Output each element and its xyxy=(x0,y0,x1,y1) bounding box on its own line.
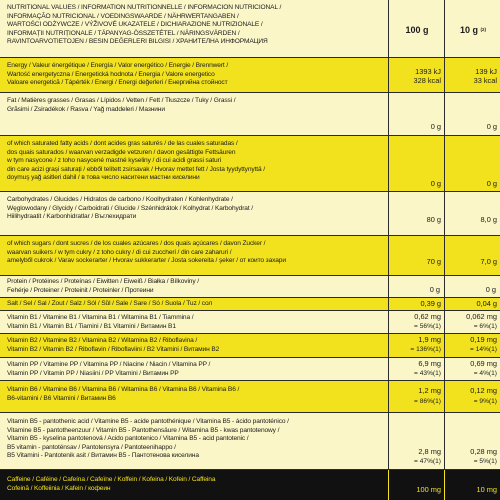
row-label: Vitamin B1 / Vitamine B1 / Vitamina B1 / Witamina B1 / Tiammina / Vitamin B1 / Vitamin B1 / Tiamini / B1 Vitamini / Витамин В1 xyxy=(7,314,194,330)
row-saturated-fat xyxy=(0,136,500,192)
header-line: INFORMAÇÃO NUTRICIONAL / VOEDINGSWAARDE / NÄHRWERTANGABEN / xyxy=(7,12,239,20)
col-100g-heading: 100 g xyxy=(405,25,429,35)
value-10g: 0 g xyxy=(444,136,500,191)
row-label: Vitamin B5 - pantothenic acid / Vitamine B5 - acide pantothénique / Vitamina B5 - ácido pantoténico / Vitamine B5 - pantotheenzuur / Vitamin B5 - Pantothensäure / Witamina B5 - kwas pantotenowy / Vitamin B5 - kyselina pantotenová / Acido pantotenico / Vitamina B5 - acid pantotenic / B5 vitamin - pantoténsav / Pantotensyra / Pantoteenihappo / B5 Vitamini - Pantotenik asit / Витамин В5 - Пантотенова киселина xyxy=(7,418,289,460)
value-100g: 1,9 mg = 136%(1) xyxy=(388,334,445,357)
row-label: Salt / Sel / Sal / Zout / Salz / Sól / Sůl / Sale / Sare / Só / Suola / Tuz / сол xyxy=(7,300,213,307)
value-100g: 80 g xyxy=(388,192,445,235)
header-col-100g xyxy=(388,0,445,57)
value-100g: 2,8 mg = 47%(1) xyxy=(388,413,445,469)
value-100g: 6,9 mg = 43%(1) xyxy=(388,358,445,380)
value-10g: 0,04 g xyxy=(444,298,500,310)
protein-values xyxy=(0,286,500,296)
row-label: Caffeine / Caféine / Cafeína / Cafeïne / Koffein / Kofeina / Kofein / Caffeina Cofeină / Koffeiinia / Kafein / кофеин xyxy=(7,476,216,492)
row-vitamin-b2 xyxy=(0,334,500,358)
protein-value-100g: 0 g xyxy=(429,285,440,294)
value-10g: 8,0 g xyxy=(444,192,500,235)
value-100g: 0 g xyxy=(388,136,445,191)
value-100g: 100 mg xyxy=(388,470,445,500)
row-label: Vitamin PP / Vitamine PP / Vitamina PP / Niacine / Niacin / Vitamina PP / Vitamin PP / Vitamin PP / Niasiini / PP Vitamini / Витамин РР xyxy=(7,361,211,377)
row-vitamin-b5 xyxy=(0,413,500,470)
header-line: INFORMAȚII NUTRIȚIONALE / TÁPANYAG-ÖSSZETÉTEL / NÄRINGSVÄRDEN / xyxy=(7,29,240,37)
row-energy xyxy=(0,58,500,93)
col-10g-heading: 10 g $^{(2)}$ xyxy=(459,25,487,35)
row-vitamin-b6 xyxy=(0,381,500,413)
nutrition-header xyxy=(0,0,500,58)
row-fat xyxy=(0,93,500,136)
value-10g: 139 kJ 33 kcal xyxy=(444,58,500,92)
value-10g: 10 mg xyxy=(444,470,500,500)
value-10g: 0,69 mg = 4%(1) xyxy=(444,358,500,380)
value-10g: 0 g xyxy=(444,93,500,135)
header-text xyxy=(7,4,385,47)
value-100g: 70 g xyxy=(388,236,445,275)
row-label: Carbohydrates / Glucides / Hidratos de carbono / Koolhydraten / Kohlenhydrate / Węglowodany / Glycidy / Carboidrati / Glucide / Szénhidrátok / Kolhydrat / Karbohydrat / Hiilihydraatit / Karbonhidratlar / Въглехидрати xyxy=(7,196,253,221)
row-vitamin-pp xyxy=(0,358,500,381)
value-10g: 0,28 mg = 5%(1) xyxy=(444,413,500,469)
value-10g: 0,19 mg = 14%(1) xyxy=(444,334,500,357)
row-label: Vitamin B2 / Vitamine B2 / Vitamina B2 / Witamina B2 / Riboflavina / Vitamin B2 / Vitamin B2 / Riboflavin / Riboflaviini / B2 Vitamini / Витамин В2 xyxy=(7,337,220,353)
value-10g: 7,0 g xyxy=(444,236,500,275)
header-line: NUTRITIONAL VALUES / INFORMATION NUTRITIONNELLE / INFORMACIÓN NUTRICIONAL / xyxy=(7,4,282,11)
row-label: Energy / Valeur énergétique / Energía / Valor energético / Energie / Brennwert / Wartość energetyczna / Energetická hodnota / Energia / Valore energetico Valoare energetică / Tápérték / Energi / Energi değerleri / Енергийна стойност xyxy=(7,62,229,87)
header-line: WARTOŚCI ODŻYWCZE / VÝŽIVOVÉ UKAZATELE / DICHIARAZIONE NUTRIZIONALE / xyxy=(7,21,263,29)
row-label: Vitamin B6 / Vitamine B6 / Vitamina B6 / Witamina B6 / Vitamina B6 / Vitamina B6 / B6-vitamini / B6 Vitamini / Витамин В6 xyxy=(7,386,240,402)
protein-value-10g: 0 g xyxy=(485,285,496,294)
value-100g: 0,62 mg = 56%(1) xyxy=(388,311,445,333)
row-vitamin-b1 xyxy=(0,311,500,334)
value-100g: 1,2 mg = 86%(1) xyxy=(388,381,445,412)
row-label: of which sugars / dont sucres / de los cuales azúcares / dos quais açúcares / davon Zucker / waarvan suikers / w tym cukry / z toho cukry / di cui zuccheri / din care zaharuri / amelyből cukrok / Varav sockerarter / Hvorav sukkerarter / Josta sokereita / şeker / от които захари xyxy=(7,240,286,265)
row-carbohydrates xyxy=(0,192,500,236)
value-100g: 0,39 g xyxy=(388,298,445,310)
value-100g: 1393 kJ 328 kcal xyxy=(388,58,445,92)
row-sugars xyxy=(0,236,500,276)
row-label: Fat / Matières grasses / Grasas / Lípidos / Vetten / Fett / Tłuszcze / Tuky / Grassi / Grăsimi / Zsiradékok / Rasva / Yağ maddeleri / Мазнини xyxy=(7,97,236,113)
row-label: Protein / Protéines / Proteínas / Eiwitten / Eiweiß / Białka / Bílkoviny / Fehérje / Proteiner / Proteinit / Proteinler / Протеини xyxy=(7,278,199,294)
value-100g: 0 g xyxy=(388,93,445,135)
row-label: of which saturated fatty acids / dont acides gras saturés / de las cuales saturadas / dos quais saturados / waarvan verzadigde vetzuren / davon gesättigte Fettsäuren w tym nasycone / z toho nasycené mastné kyseliny / di cui acidi grassi saturi din care acizi grași saturați / ebből telített zsírsavak / Hvorav mettet fett / Josta tyydyttynyttä / doymuş yağ asitleri dahil / в това число наситени мастни киселини xyxy=(7,140,265,182)
header-line: RAVINTOARVOTIETOJEN / BESIN DEĞERLERI BILGISI / ХРАНИТЕЛНА ИНФОРМАЦИЯ xyxy=(7,38,268,46)
row-salt xyxy=(0,298,500,311)
header-col-10g xyxy=(444,0,500,57)
row-caffeine xyxy=(0,470,500,500)
value-10g: 0,12 mg = 9%(1) xyxy=(444,381,500,412)
value-10g: 0,062 mg = 6%(1) xyxy=(444,311,500,333)
